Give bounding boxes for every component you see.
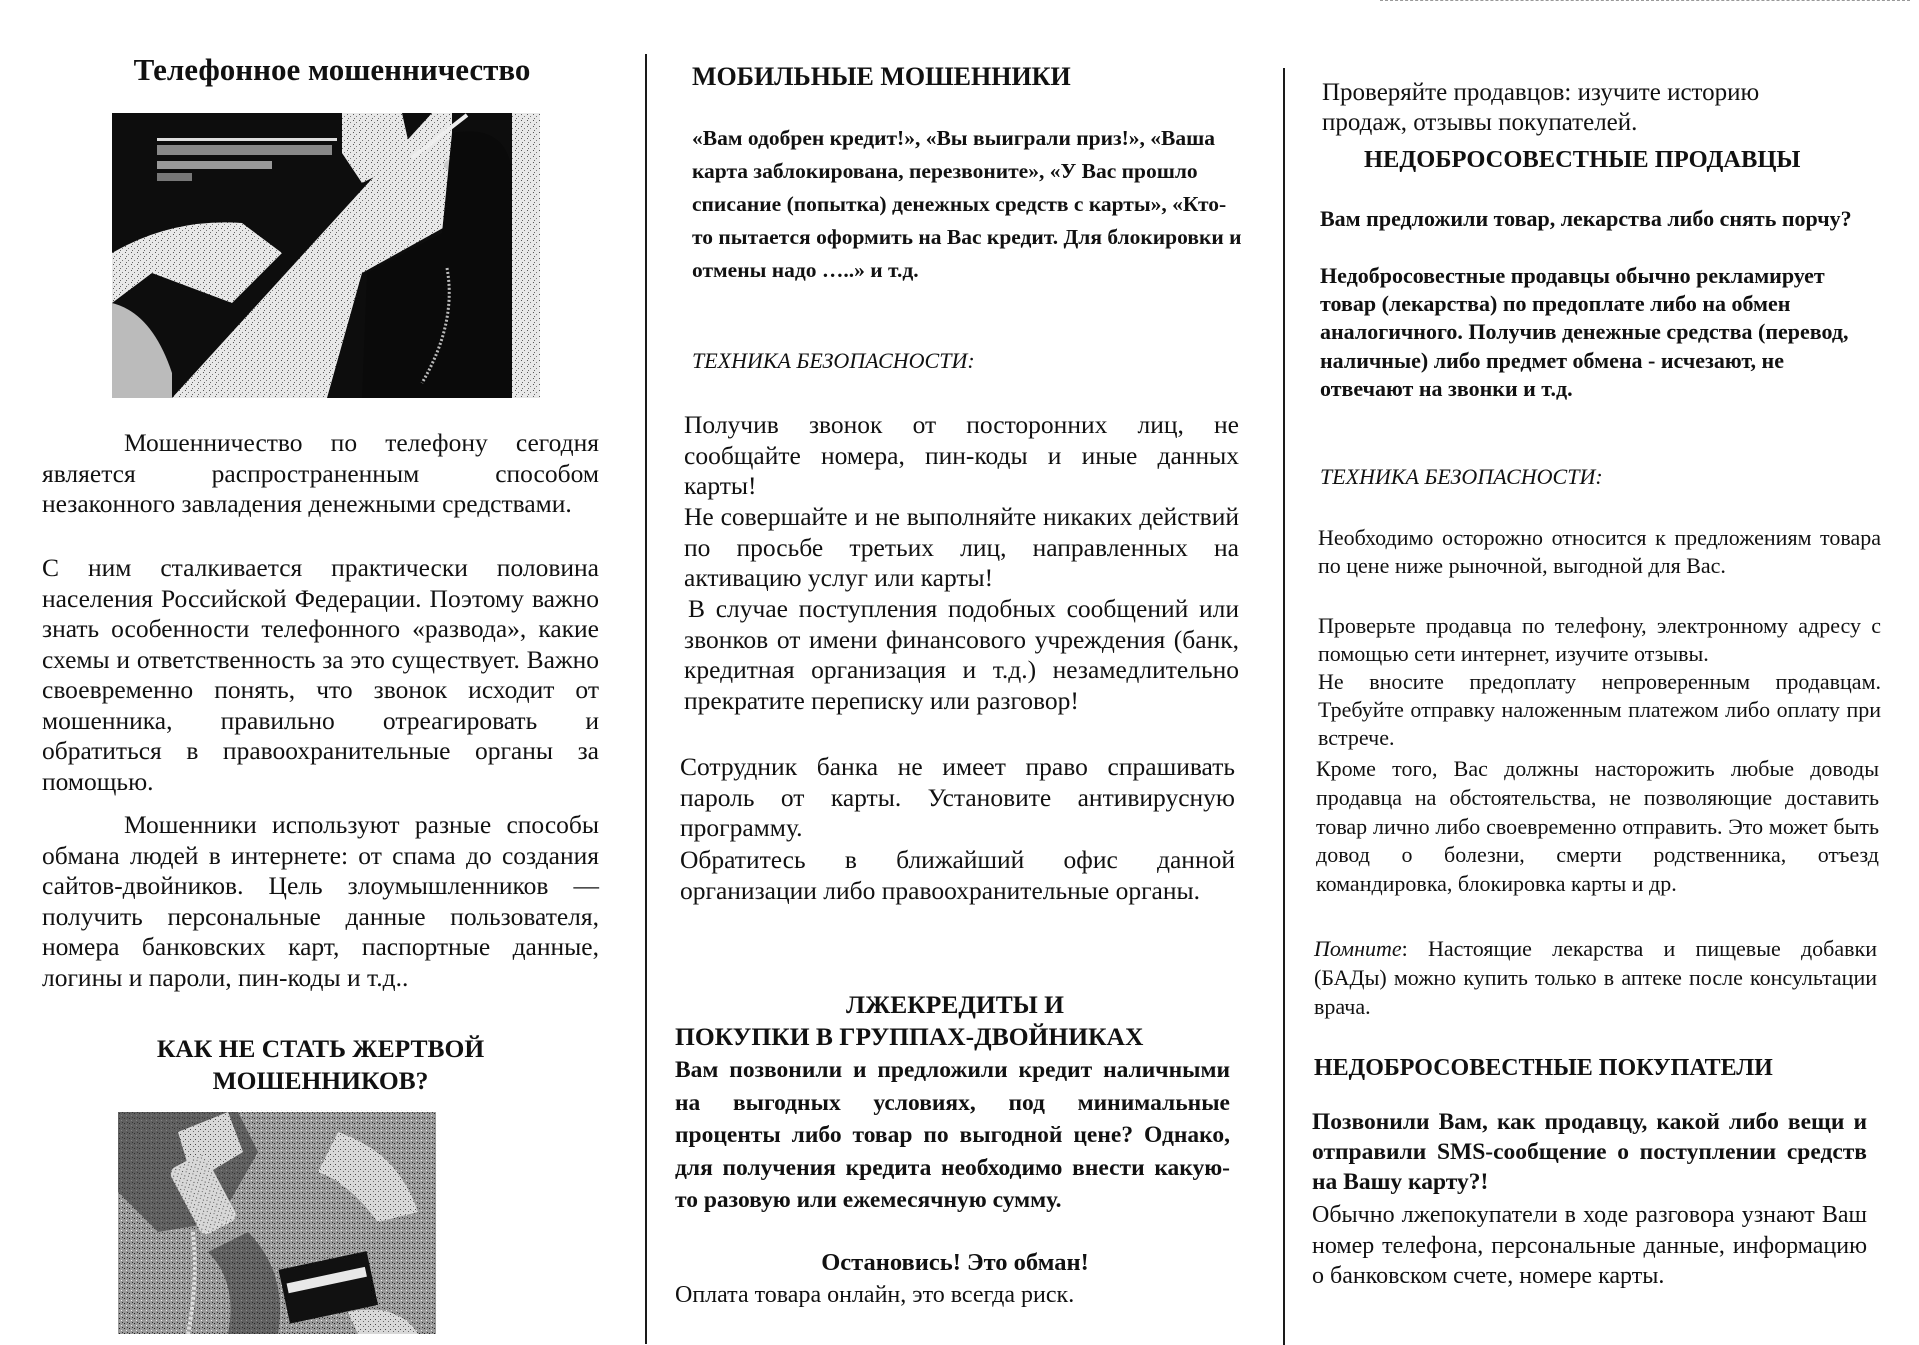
left-heading-line-2: МОШЕННИКОВ? xyxy=(212,1066,429,1095)
left-paragraph-3 xyxy=(42,810,599,993)
dishonest-sellers-title: НЕДОБРОСОВЕСТНЫЕ ПРОДАВЦЫ xyxy=(1364,146,1801,173)
left-p2-text: С ним сталкивается практически половина населения Российской Федерации. Поэтому важно знать особенности телефонного «развода», какие схемы и ответственность за это существует. Важно своевременно понять, что звонок исходит от мошенника, правильно отреагировать и обратиться в правоохранительные органы за помощью. xyxy=(42,553,599,796)
left-title: Телефонное мошенничество xyxy=(133,52,531,87)
right-safety-4 xyxy=(1316,755,1879,899)
left-p3-text: Мошенники используют разные способы обмана людей в интернете: от спама до создания сайтов-двойников. Цель злоумышленников — получить персональные данные пользователя, номера банковских карт, паспортные данные, логины и пароли, пин-коды и т.д.. xyxy=(42,810,599,992)
scam-phrases-text: «Вам одобрен кредит!», «Вы выиграли приз!», «Ваша карта заблокирована, перезвоните», «У Вас прошло списание (попытка) денежных средств с карты», «Кто-то пытается оформить на Вас кредит. Для блокировки и отмены надо …..» и т.д. xyxy=(692,126,1242,282)
middle-safety-4 xyxy=(680,752,1235,844)
middle-title: МОБИЛЬНЫЕ МОШЕННИКИ xyxy=(692,62,1071,91)
scam-phrases xyxy=(692,122,1242,287)
buyer-question xyxy=(1312,1107,1867,1197)
middle-safety-2-text: Не совершайте и не выполняйте никаких действий по просьбе третьих лиц, направленных на активацию услуг или карты! xyxy=(684,502,1239,592)
middle-safety-label: ТЕХНИКА БЕЗОПАСНОСТИ: xyxy=(692,348,975,373)
remember-note xyxy=(1314,935,1877,1021)
phone-and-card-photo xyxy=(118,1112,436,1334)
seller-question-text: Вам предложили товар, лекарства либо снять порчу? xyxy=(1320,206,1852,231)
middle-safety-5 xyxy=(680,845,1235,906)
buyer-question-text: Позвонили Вам, как продавцу, какой либо вещи и отправили SMS-сообщение о поступлении средств на Вашу карту?! xyxy=(1312,1109,1867,1195)
scan-artifact xyxy=(1380,0,1910,3)
credit-offer-text-content: Вам позвонили и предложили кредит наличными на выгодных условиях, под минимальные проценты либо товар по выгодной цене? Однако, для получения кредита необходимо внести какую- то разовую или ежемесячную сумму. xyxy=(675,1057,1230,1213)
stop-warning: Остановись! Это обман! xyxy=(821,1249,1089,1276)
seller-question xyxy=(1320,205,1880,233)
middle-safety-4-text: Сотрудник банка не имеет право спрашивать пароль от карты. Установите антивирусную программу. xyxy=(680,752,1235,842)
right-safety-2-text: Проверьте продавца по телефону, электронному адресу с помощью сети интернет, изучите отзывы. xyxy=(1318,613,1881,666)
right-intro xyxy=(1322,78,1772,138)
masked-caller-photo xyxy=(112,113,540,398)
middle-safety-3-text: В случае поступления подобных сообщений или звонков от имени финансового учреждения (банк, кредитная организация и т.д.) незамедлительно прекратите переписку или разговор! xyxy=(684,594,1239,715)
credit-offer-text xyxy=(675,1054,1230,1217)
right-intro-text: Проверяйте продавцов: изучите историю продаж, отзывы покупателей. xyxy=(1322,79,1760,136)
left-paragraph-1 xyxy=(42,428,599,520)
dishonest-buyers-title: НЕДОБРОСОВЕСТНЫЕ ПОКУПАТЕЛИ xyxy=(1314,1055,1773,1081)
middle-safety-1 xyxy=(684,410,1239,502)
phone-card-illustration xyxy=(118,1112,436,1334)
column-divider-right xyxy=(1283,68,1285,1345)
middle-safety-1-text: Получив звонок от посторонних лиц, не сообщайте номера, пин-коды и иные данных карты! xyxy=(684,410,1239,500)
left-heading-line-1: КАК НЕ СТАТЬ ЖЕРТВОЙ xyxy=(156,1034,485,1063)
right-safety-1 xyxy=(1318,524,1881,580)
online-payment-note: Оплата товара онлайн, это всегда риск. xyxy=(675,1282,1075,1308)
right-safety-4-text: Кроме того, Вас должны насторожить любые доводы продавца на обстоятельства, не позволяющие доставить товар лично либо своевременно отправить. Это может быть довод о болезни, смерти родственника, отъезд командировка, блокировка карты и др. xyxy=(1316,756,1879,897)
remember-label: Помните xyxy=(1314,936,1402,961)
right-safety-3-text: Не вносите предоплату непроверенным продавцам. Требуйте отправку наложенным платежом либо оплату при встрече. xyxy=(1318,669,1881,750)
middle-heading2-line-1: ЛЖЕКРЕДИТЫ И xyxy=(846,990,1064,1019)
right-safety-3 xyxy=(1318,668,1881,752)
buyer-description xyxy=(1312,1200,1867,1292)
column-divider-left xyxy=(645,54,647,1344)
remember-text: : Настоящие лекарства и пищевые добавки (БАДы) можно купить только в аптеке после консультации врача. xyxy=(1314,936,1877,1019)
right-safety-2 xyxy=(1318,612,1881,668)
middle-heading2-line-2: ПОКУПКИ В ГРУППАХ-ДВОЙНИКАХ xyxy=(675,1022,1144,1051)
masked-caller-illustration xyxy=(112,113,540,398)
buyer-description-text: Обычно лжепокупатели в ходе разговора узнают Ваш номер телефона, персональные данные, информацию о банковском счете, номере карты. xyxy=(1312,1202,1867,1289)
left-p1-text: Мошенничество по телефону сегодня является распространенным способом незаконного завладения денежными средствами. xyxy=(42,428,599,518)
middle-safety-2 xyxy=(684,502,1239,594)
middle-safety-5-text: Обратитесь в ближайший офис данной организации либо правоохранительные органы. xyxy=(680,845,1235,905)
right-safety-1-text: Необходимо осторожно относится к предложениям товара по цене ниже рыночной, выгодной для Вас. xyxy=(1318,525,1881,578)
middle-safety-3 xyxy=(684,594,1239,716)
left-paragraph-2 xyxy=(42,553,599,797)
seller-description-text: Недобросовестные продавцы обычно рекламирует товар (лекарства) по предоплате либо на обмен аналогичного. Получив денежные средства (перевод, наличные) либо предмет обмена - исчезают, не отвечают на звонки и т.д. xyxy=(1320,263,1849,401)
right-safety-label: ТЕХНИКА БЕЗОПАСНОСТИ: xyxy=(1320,464,1603,489)
seller-description xyxy=(1320,262,1880,403)
